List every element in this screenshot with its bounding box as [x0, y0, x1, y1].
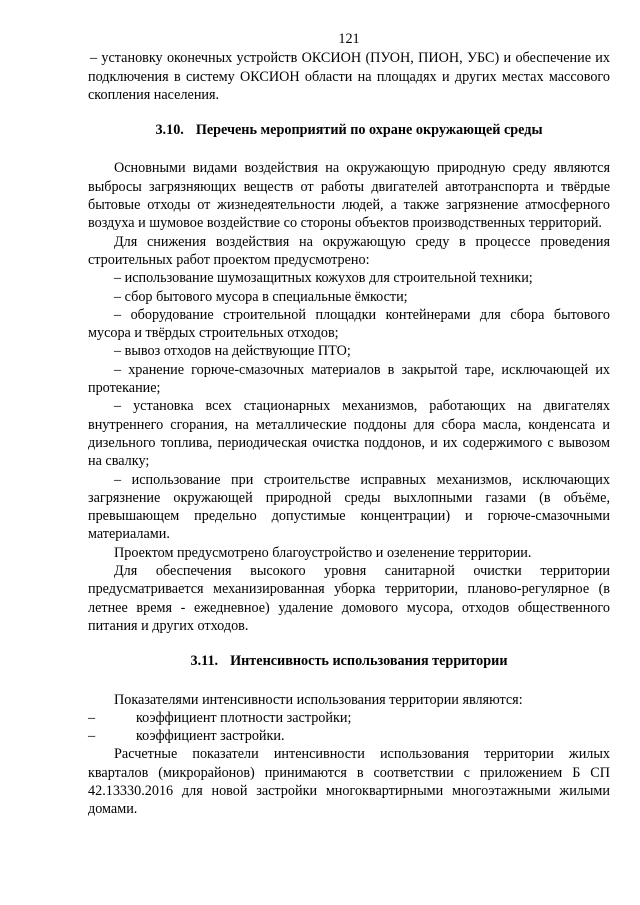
list-item-text: коэффициент плотности застройки; — [136, 709, 352, 726]
document-page — [88, 30, 610, 819]
list-item: – использование при строительстве исправных механизмов, исключающих загрязнение окружающей природной среды выхлопными газами (в объёме, превышающем предельно допустимые концентрации) и горюче-смазочными материалами. — [88, 471, 610, 543]
list-item: – хранение горюче-смазочных материалов в закрытой таре, исключающей их протекание; — [88, 361, 610, 397]
paragraph: Расчетные показатели интенсивности использования территории жилых кварталов (микрорайонов) принимаются в соответствии с приложением Б СП 42.13330.2016 для новой застройки многоквартирными многоэтажными жилыми домами. — [88, 746, 610, 818]
list-item: – использование шумозащитных кожухов для строительной техники; — [114, 270, 533, 287]
list-item: – установка всех стационарных механизмов, работающих на двигателях внутреннего сгорания, на металлические поддоны для сбора масла, конденсата и дизельного топлива, периодическая очистка поддонов, и их содержимого с вывозом на свалку; — [88, 398, 610, 470]
section-number: 3.10. — [155, 122, 184, 139]
paragraph: Показателями интенсивности использования территории являются: — [114, 691, 523, 708]
list-item-text: коэффициент застройки. — [136, 728, 285, 745]
list-item: – вывоз отходов на действующие ПТО; — [114, 343, 351, 360]
list-item — [88, 709, 610, 727]
section-number: 3.11. — [190, 653, 219, 670]
paragraph: Для обеспечения высокого уровня санитарной очистки территории предусматривается механизированная уборка территории, планово-регулярное (в летнее время - ежедневное) удаление домового мусора, отходов общественного питания и других отходов. — [88, 563, 610, 634]
paragraph: Проектом предусмотрено благоустройство и озеленение территории. — [114, 544, 532, 561]
section-3-11-heading — [88, 652, 610, 670]
paragraph: Основными видами воздействия на окружающую природную среду являются выбросы загрязняющих веществ от работы двигателей автотранспорта и твёрдые бытовые отходы от жизнедеятельности людей, а также загрязнение атмосферного воздуха и шумовое воздействие со стороны объектов производственных территорий. — [88, 160, 610, 232]
section-title: Интенсивность использования территории — [230, 653, 508, 670]
section-title: Перечень мероприятий по охране окружающей среды — [195, 122, 543, 139]
section-3-10-heading — [88, 121, 610, 139]
intro-list-item: – установку оконечных устройств ОКСИОН (ПУОН, ПИОН, УБС) и обеспечение их подключения в систему ОКСИОН области на площадях и других местах массового скопления населения. — [88, 50, 610, 103]
paragraph: Для снижения воздействия на окружающую среду в процессе проведения строительных работ проектом предусмотрено: — [88, 233, 610, 268]
page-number: 121 — [338, 31, 360, 47]
list-item: – сбор бытового мусора в специальные ёмкости; — [114, 288, 408, 305]
list-item: – оборудование строительной площадки контейнерами для сбора бытового мусора и твёрдых строительных отходов; — [88, 306, 610, 342]
list-dash: – — [88, 728, 96, 745]
list-item — [88, 727, 610, 745]
list-dash: – — [88, 709, 96, 726]
